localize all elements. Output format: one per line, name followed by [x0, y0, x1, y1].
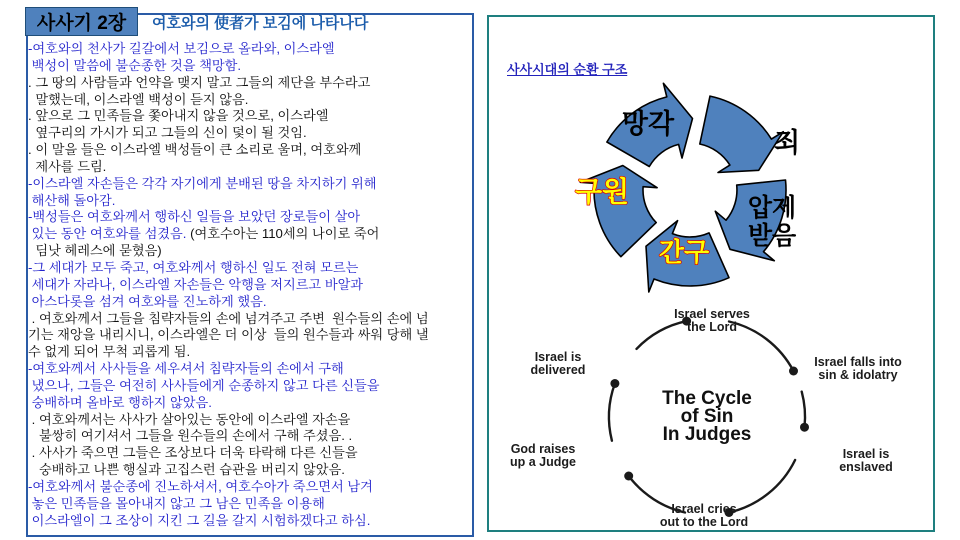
text-segment: . 그 땅의 사람들과 언약을 맺지 말고 그들의 제단을 부수라고 [28, 74, 371, 90]
text-segment: 숭배하며 올바로 행하지 않았음. [28, 394, 212, 410]
cycle-node-dot [800, 423, 809, 432]
cycle-arc [729, 460, 795, 513]
text-line [28, 209, 472, 226]
text-line [28, 327, 472, 344]
cycle-center-title: The Cycle of Sin In Judges [662, 388, 752, 445]
cycle-node-label: God raises up a Judge [510, 442, 576, 469]
text-line [28, 125, 472, 142]
cycle-arrow [700, 96, 784, 172]
body-text [28, 41, 472, 529]
text-segment: . 앞으로 그 민족들을 쫓아내지 않을 것으로, 이스라엘 [28, 108, 329, 124]
text-segment: . 이 말을 들은 이스라엘 백성들이 큰 소리로 울며, 여호와께 [28, 142, 362, 158]
text-line [28, 176, 472, 193]
text-line [28, 108, 472, 125]
text-line [28, 159, 472, 176]
text-line [28, 142, 472, 159]
cycle-node-label: Israel cries out to the Lord [659, 502, 749, 529]
cycle-arc [729, 322, 794, 372]
text-segment: -이스라엘 자손들은 각각 자기에게 분배된 땅을 차지하기 위해 [28, 175, 377, 191]
cycle-node-label: Israel is delivered [530, 350, 586, 377]
text-line [28, 260, 472, 277]
cycle-node-label: Israel is enslaved [839, 447, 893, 474]
text-line [28, 395, 472, 412]
text-segment: -그 세대가 모두 죽고, 여호와께서 행하신 일도 전혀 모르는 [28, 259, 359, 275]
text-segment: 제사를 드림. [28, 158, 107, 174]
text-line [28, 445, 472, 462]
text-segment: -여호와의 천사가 길갈에서 보김으로 올라와, 이스라엘 [28, 41, 335, 56]
cycle-node-dot [610, 379, 619, 388]
text-line [28, 361, 472, 378]
text-segment: 수 없게 되어 무척 괴롭게 됨. [28, 344, 191, 360]
text-segment: 기는 재앙을 내리시니, 이스라엘은 더 이상 들의 원수들과 싸워 당해 낼 [28, 327, 429, 343]
cycle-node-label: Israel falls into sin & idolatry [814, 355, 902, 382]
text-line [28, 513, 472, 530]
text-line [28, 344, 472, 361]
cycle-node-label: Israel serves the Lord [674, 307, 750, 334]
text-line [28, 428, 472, 445]
text-segment: 해산해 돌아감. [28, 192, 116, 208]
slide-subtitle: 여호와의 使者가 보김에 나타나다 [152, 15, 369, 32]
text-segment: 숭배하고 나쁜 행실과 고집스런 습관을 버리지 않았음. [28, 462, 345, 478]
cycle-arc [802, 392, 805, 428]
cycle-arc [637, 321, 687, 349]
cycle-node-dot [624, 472, 633, 481]
cycle-kr-label: 간구 [658, 237, 710, 267]
text-segment: 세대가 자라나, 이스라엘 자손들은 악행을 저지르고 바알과 [28, 276, 364, 292]
text-line [28, 92, 472, 109]
text-line [28, 462, 472, 479]
text-segment: -여호와께서 불순종에 진노하셔서, 여호수아가 죽으면서 남겨 [28, 478, 373, 494]
text-line [28, 75, 472, 92]
text-line [28, 378, 472, 395]
text-segment: . 사사가 죽으면 그들은 조상보다 더욱 타락해 다른 신들을 [28, 445, 358, 461]
text-line [28, 311, 472, 328]
text-segment: -백성들은 여호와께서 행하신 일들을 보았던 장로들이 살아 [28, 209, 361, 225]
cycle-kr-diagram [540, 76, 840, 304]
cycle-kr-label: 죄 [773, 128, 801, 158]
cycle-node-dot [789, 367, 798, 376]
text-line [28, 226, 472, 243]
cycle-arc [609, 384, 615, 441]
cycle-kr-label: 구원 [574, 176, 630, 207]
chapter-title: 사사기 2장 [36, 13, 127, 34]
text-line [28, 412, 472, 429]
cycle-en-diagram [495, 293, 925, 533]
text-segment: (여호수아는 110세의 나이로 죽어 [186, 226, 380, 242]
text-line [28, 277, 472, 294]
text-line [28, 243, 472, 260]
text-segment: . 여호와께서는 사사가 살아있는 동안에 이스라엘 자손을 [28, 411, 351, 427]
text-segment: -여호와께서 사사들을 세우셔서 침략자들의 손에서 구해 [28, 361, 344, 377]
text-line [28, 41, 472, 58]
text-segment: 옆구리의 가시가 되고 그들의 신이 덫이 될 것임. [28, 125, 307, 141]
text-segment: 백성이 말씀에 불순종한 것을 책망함. [28, 57, 242, 73]
text-segment: 있는 동안 여호와를 섬겼음. [28, 226, 187, 242]
text-segment: 아스다롯을 섬겨 여호와를 진노하게 했음. [28, 293, 267, 309]
text-line [28, 294, 472, 311]
text-segment: . 여호와께서 그들을 침략자들의 손에 넘겨주고 주변 원수들의 손에 넘 [28, 310, 429, 326]
text-segment: 놓은 민족들을 몰아내지 않고 그 남은 민족을 이용해 [28, 495, 325, 511]
cycle-section-title: 사사시대의 순환 구조 [507, 62, 628, 77]
text-segment: 불쌍히 여기셔서 그들을 원수들의 손에서 구해 주셨음. . [28, 428, 353, 444]
text-segment: 이스라엘이 그 조상이 지킨 그 길을 갈지 시험하겠다고 하심. [28, 512, 371, 528]
text-line [28, 193, 472, 210]
cycle-kr-label: 압제 받음 [747, 194, 797, 250]
cycle-kr-label: 망각 [621, 109, 675, 139]
text-segment: 딤낫 헤레스에 묻혔음) [28, 243, 162, 259]
text-line [28, 58, 472, 75]
text-line [28, 496, 472, 513]
chapter-title-box [25, 7, 138, 36]
text-line [28, 479, 472, 496]
text-segment: 말했는데, 이스라엘 백성이 듣지 않음. [28, 91, 249, 107]
text-segment: 냈으나, 그들은 여전히 사사들에게 순종하지 않고 다른 신들을 [28, 377, 380, 393]
